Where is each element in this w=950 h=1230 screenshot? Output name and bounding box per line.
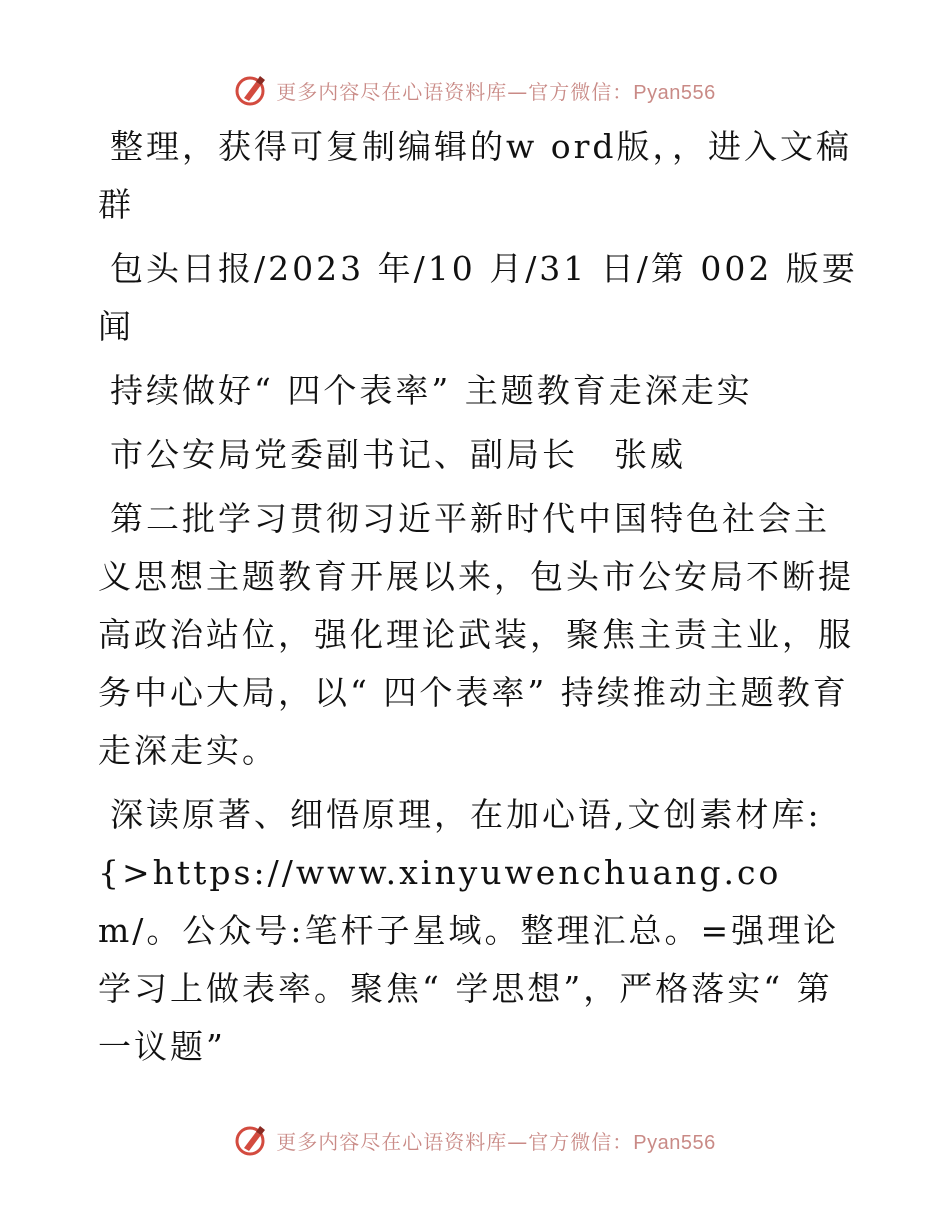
body-paragraph-2: 深读原著、细悟原理，在加心语,文创素材库:{>https://www.xinyuwenchuang.com/。公众号:笔杆子星域。整理汇总。=强理论学习上做表率。聚焦“ 学思想”，严格落实“ 第一议题”: [98, 795, 840, 1066]
article-headline: 持续做好“ 四个表率” 主题教育走深走实: [110, 371, 753, 410]
watermark-wechat-id: Pyan556: [633, 1131, 716, 1154]
watermark-wechat-id: Pyan556: [633, 81, 716, 104]
article-author: 市公安局党委副书记、副局长 张威: [110, 435, 686, 474]
document-body: [98, 118, 858, 1082]
watermark-label: 更多内容尽在心语资料库—官方微信：: [276, 1129, 634, 1154]
watermark-label: 更多内容尽在心语资料库—官方微信：: [276, 79, 634, 104]
pen-nib-logo-icon: [234, 72, 270, 108]
intro-paragraph: 整理，获得可复制编辑的w ord版，，进入文稿群: [98, 127, 853, 224]
footer-watermark: [0, 1120, 950, 1160]
pen-nib-logo-icon: [234, 1122, 270, 1158]
body-paragraph-1: 第二批学习贯彻习近平新时代中国特色社会主义思想主题教育开展以来，包头市公安局不断提高政治站位，强化理论武装，聚焦主责主业，服务中心大局，以“ 四个表率” 持续推动主题教育走深走实。: [98, 499, 854, 770]
watermark-text: [276, 76, 715, 105]
header-watermark: [0, 70, 950, 110]
watermark-text: [276, 1126, 715, 1155]
source-line: 包头日报/2023 年/10 月/31 日/第 002 版要闻: [98, 249, 858, 346]
